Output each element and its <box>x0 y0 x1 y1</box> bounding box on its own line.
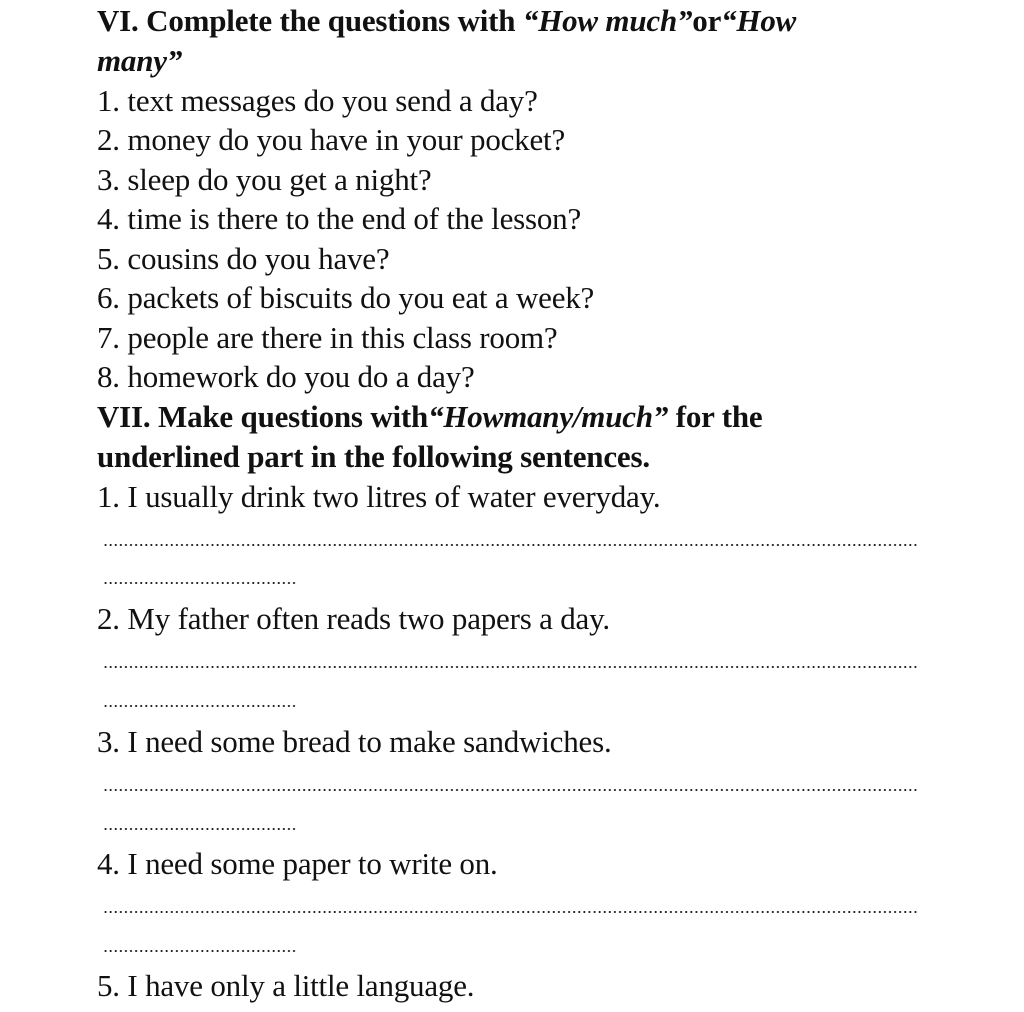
section-7-heading-line2: underlined part in the following sentences. <box>97 439 650 474</box>
section-7-heading <box>97 399 762 435</box>
section-6-heading-quote-how-much: “How much” <box>522 3 693 38</box>
sentence-item-2: 2. My father often reads two papers a day. <box>97 601 610 636</box>
answer-line-3a[interactable] <box>103 789 917 791</box>
answer-line-4a[interactable] <box>103 911 917 913</box>
section-6-heading-prefix: VI. Complete the questions with <box>97 3 523 38</box>
sentence-item-1: 1. I usually drink two litres of water everyday. <box>97 479 661 514</box>
answer-line-1a[interactable] <box>103 544 917 546</box>
sentence-item-4: 4. I need some paper to write on. <box>97 846 498 881</box>
question-item-1: 1. text messages do you send a day? <box>97 83 538 118</box>
sentence-item-3: 3. I need some bread to make sandwiches. <box>97 724 612 759</box>
answer-line-2b[interactable] <box>103 705 297 707</box>
sentence-item-5: 5. I have only a little language. <box>97 968 475 1003</box>
section-7-heading-prefix: VII. Make questions with <box>97 399 429 434</box>
section-6-heading-or: or <box>692 3 722 38</box>
section-6-heading <box>97 3 796 39</box>
answer-line-2a[interactable] <box>103 666 917 668</box>
question-item-5: 5. cousins do you have? <box>97 241 390 276</box>
answer-line-4b[interactable] <box>103 950 297 952</box>
section-7-heading-quote: “Howmany/much” <box>428 399 669 434</box>
question-item-7: 7. people are there in this class room? <box>97 320 558 355</box>
answer-line-1b[interactable] <box>103 582 297 584</box>
question-item-2: 2. money do you have in your pocket? <box>97 122 566 157</box>
section-6-heading-quote-how: “How <box>721 3 797 38</box>
question-item-3: 3. sleep do you get a night? <box>97 162 432 197</box>
answer-line-3b[interactable] <box>103 828 297 830</box>
question-item-6: 6. packets of biscuits do you eat a week? <box>97 280 595 315</box>
question-item-4: 4. time is there to the end of the lesson? <box>97 201 582 236</box>
section-7-heading-suffix: for the <box>668 399 763 434</box>
section-6-heading-line2: many” <box>97 43 183 78</box>
question-item-8: 8. homework do you do a day? <box>97 359 475 394</box>
